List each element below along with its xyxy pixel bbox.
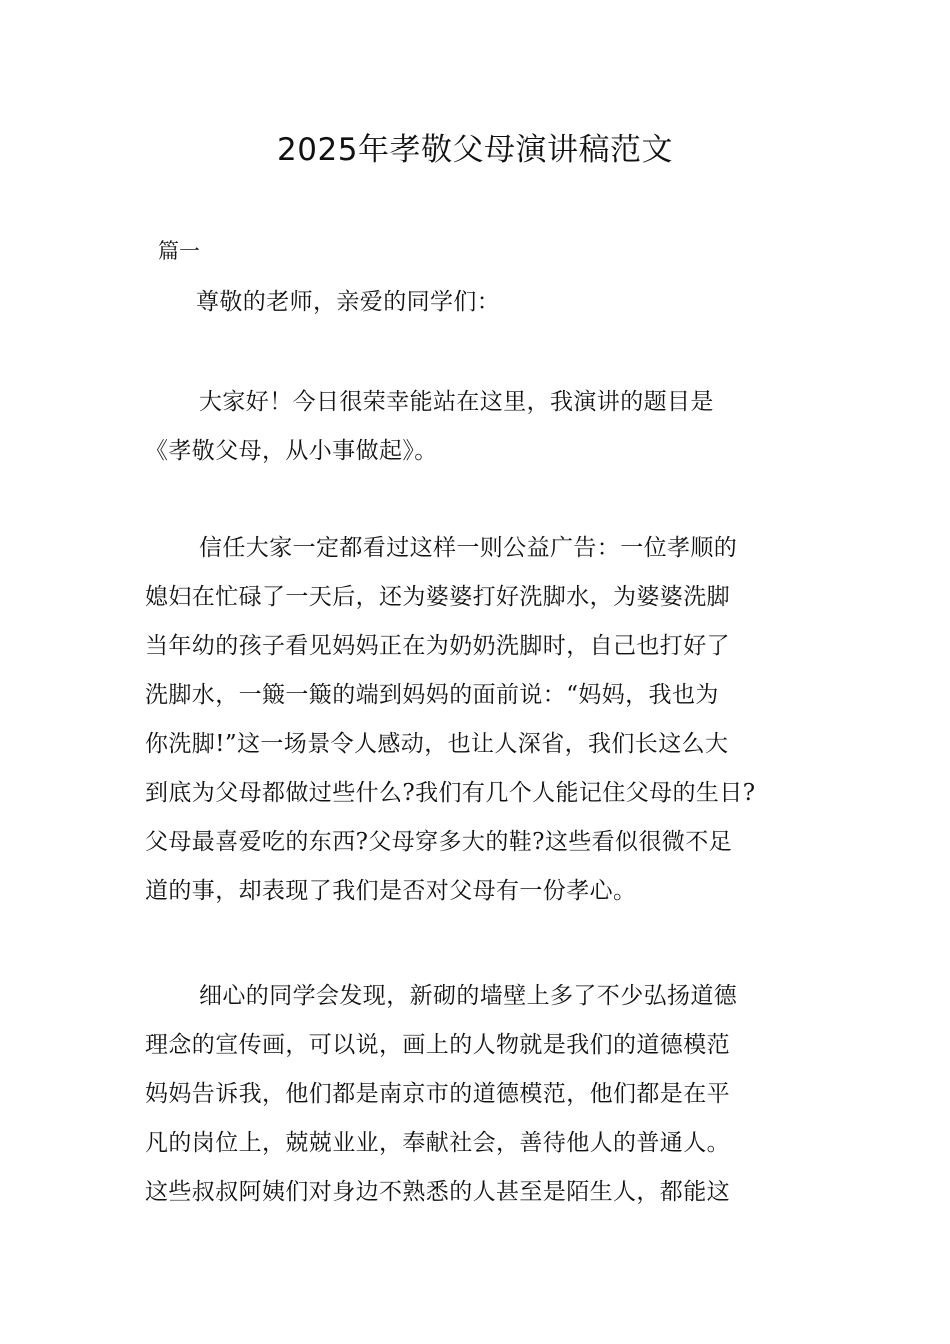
- paragraph-line: 洗脚水，一簸一簸的端到妈妈的面前说：“妈妈，我也为: [145, 682, 719, 708]
- salutation: [196, 278, 796, 327]
- paragraph-line: 信任大家一定都看过这样一则公益广告：一位孝顺的: [199, 535, 738, 561]
- paragraph-line: 《孝敬父母，从小事做起》。: [145, 438, 438, 464]
- paragraph-line: 细心的同学会发现，新砌的墙壁上多了不少弘扬道德: [199, 983, 738, 1009]
- paragraph-line: 这些叔叔阿姨们对身边不熟悉的人甚至是陌生人，都能这: [145, 1179, 730, 1205]
- paragraph-2: [145, 524, 825, 916]
- paragraph-line: 大家好！今日很荣幸能站在这里，我演讲的题目是: [199, 389, 714, 415]
- section-label: 篇一: [158, 239, 200, 263]
- paragraph-line: 理念的宣传画，可以说，画上的人物就是我们的道德模范: [145, 1032, 730, 1058]
- paragraph-line: 你洗脚!”这一场景令人感动，也让人深省，我们长这么大: [145, 731, 729, 757]
- paragraph-line: 妈妈告诉我，他们都是南京市的道德模范，他们都是在平: [145, 1081, 730, 1107]
- paragraph-1: [145, 378, 825, 476]
- paragraph-line: 父母最喜爱吃的东西?父母穿多大的鞋?这些看似很微不足: [145, 829, 733, 855]
- paragraph-line: 凡的岗位上，兢兢业业，奉献社会，善待他人的普通人。: [145, 1130, 730, 1156]
- paragraph-line: 道的事，却表现了我们是否对父母有一份孝心。: [145, 878, 637, 904]
- paragraph-line: 媳妇在忙碌了一天后，还为婆婆打好洗脚水，为婆婆洗脚: [145, 584, 730, 610]
- paragraph-3: [145, 972, 825, 1217]
- salutation-text: 尊敬的老师，亲爱的同学们：: [196, 289, 501, 315]
- document-title: 2025年孝敬父母演讲稿范文: [277, 132, 673, 168]
- paragraph-line: 当年幼的孩子看见妈妈正在为奶奶洗脚时，自己也打好了: [145, 633, 730, 659]
- paragraph-line: 到底为父母都做过些什么?我们有几个人能记住父母的生日?: [145, 780, 756, 806]
